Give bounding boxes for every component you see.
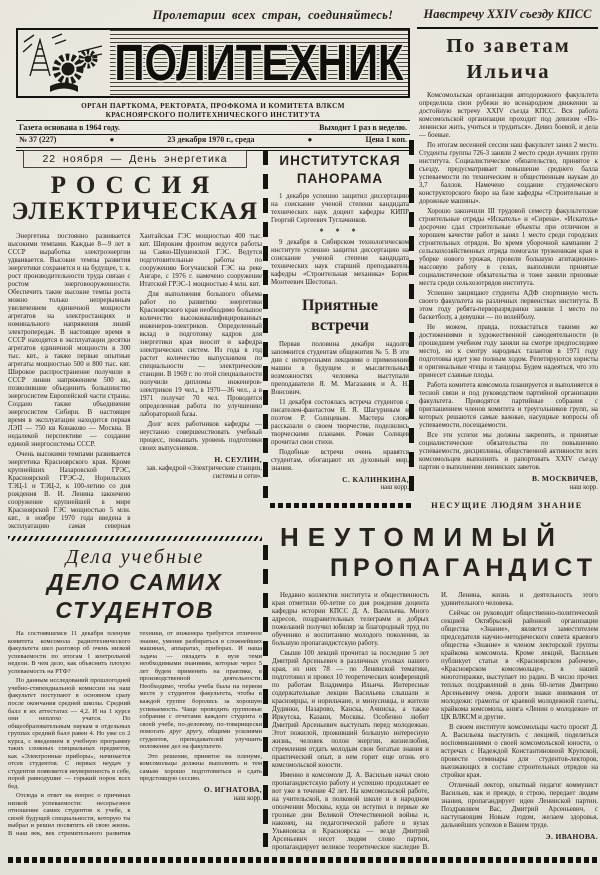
paragraph: Подобные встречи очень нравятся студентам, обогащают их духовный мир, знания.	[271, 448, 409, 472]
article-paragraphs	[271, 341, 409, 473]
article-headline-line2: ЭЛЕКТРИЧЕСКАЯ	[11, 198, 259, 225]
separator-dot: ●	[109, 135, 115, 144]
vstrechi-headline	[271, 296, 409, 336]
paragraph: Хорошо закончили III трудовой семестр факультетские строительные отряды «Искатель» и «Сирена». «Искатель» досрочно сдал строительные объекты при отличном и хорошем качестве работ и занял 1 место среди городских строительных отрядов. Во время уборочной кампании 2 сельскохозяйственных отряда помогали труженикам края в уборке нового урожая, провели большую агитационно-массовую работу в селах, выполнили принятые социалистические обязательства и тоже заняли призовые места среди сельхозотрядов института.	[419, 208, 598, 288]
separator-dot: ●	[307, 135, 313, 144]
panorama-headline-line2: ПАНОРАМА	[296, 171, 384, 187]
article-headline-line1: РОССИЯ	[50, 172, 220, 199]
paragraph: Отсюда и ответ на вопрос о причинах низкой успеваемости: несерьезное отношение самих студентов к учебе, к своей будущей специальности, которую ты выбрал и решил посвятить ей свою жизнь. В наш век, век стремительного развития техники, от инженера требуется отличное знание, умение разбираться в сложнейших машинах, аппаратах, приборах. И наша задача — овладеть в вузе теми необходимыми знаниями, которые через 5 лет будем применять на практике, в производственной деятельности. Необходимо, чтобы учеба была на первом месте у студентов факультета, чтобы в каждой группе боролись за хорошую успеваемость. Чаще проводить групповые собрания с отчетами каждого студента о своей учебе, по-деловому, по-товарищески помогать друг другу, общими усилиями студентов, преподавателей улучшить положение дел на факультете.	[8, 630, 262, 837]
masthead-logo	[18, 30, 110, 96]
paragraph: Для выполнения большого объема работ по развитию энергетики Красноярского края необходимо большое количество высококвалифицированных инженеров-электриков. Определенный вклад в подготовку кадров для энергетики края вносит и кафедра электрических систем. Из года в год растет количество выпускников по специальности — электрические станции. В 1969 г. по этой специальности получили дипломы инженеров-электриков 19 чел., в 1970—36 чел., а в 1971 получат 70 чел. Проводится определенная работа по улучшению лабораторной базы.	[139, 291, 262, 418]
issue-date: 23 декабря 1970 г., среда	[167, 135, 255, 144]
author-name: О. ИГНАТОВА,	[203, 784, 262, 794]
author-role: наш корр.	[233, 794, 262, 802]
author-name: Э. ИВАНОВА.	[545, 832, 598, 841]
delo-headline-line1: ДЕЛО САМИХ	[46, 569, 223, 595]
paragraph: Не можем, правда, похвастаться такими же достижениями в художественной самодеятельности (в прошедшем учебном году заняли на смотре предпоследнее место), но к смотру народных талантов в 1971 году подготовка идет уже полным ходом. Репетируются хористы и оригинальные чтецы и танцоры. Будем надеяться, что это принесет славные плоды.	[419, 324, 598, 380]
zavetam-headline	[419, 34, 598, 85]
article-signature	[441, 833, 598, 842]
article-rossiya-elektricheskaya	[8, 150, 262, 533]
issue-price: Цена 1 коп.	[365, 135, 407, 144]
paragraph: 1 декабря успешно защитил диссертацию на соискание ученой степени кандидата технических наук доцент кафедры КИПР Георгий Сергеевич Туглачников.	[271, 193, 409, 225]
column-divider	[263, 150, 268, 498]
propagandist-headline-line2: ПРОПАГАНДИСТ	[330, 554, 597, 582]
wavy-separator	[8, 536, 262, 541]
paragraph: Недавно коллектив института и общественность края отметили 60-летие со дня рождения доцента кафедры истории КПСС Д. А. Васильева. Много адресов, поздравительных телеграмм и добрых пожеланий получил юбиляр за благородный труд по обучению и воспитанию молодого поколения, за большую пропагандистскую работу.	[272, 592, 429, 647]
paragraph: Энергетика постоянно развивается высокими темпами. Каждые 8—9 лет в СССР выработка электроэнергии удваивается. Высокие темпы развития энергетики сохранятся и на будущее, т. к. рост производительности труда связан с ростом энерговооруженности. Обеспечить такие высокие темпы роста можно только непрерывным увеличением единичной мощности агрегатов на электростанциях и номинального напряжения линий электропередач. В настоящее время в СССР находятся в эксплуатации десятки агрегатов единичной мощности в 300 тыс. квт., а также первые опытные агрегаты мощностью 500 и 800 тыс. квт. Широкое распространение получили в СССР линии напряжением 500 кв., позволившие объединить большинство энергосистем Европейской части страны. Создано также объединение энергосистем Сибири. В настоящее время в эксплуатации находится первая ЛЭП — 750 кв Конаково — Москва. В недалекой перспективе — создание единой энергосистемы СССР.	[8, 233, 131, 448]
congress-banner: Навстречу XXIV съезду КПСС	[417, 4, 598, 29]
panorama-body	[271, 193, 409, 286]
column-divider	[263, 545, 268, 847]
paragraph: Очень высокими темпами развивается энергетика Красноярского края. Кроме крупнейших Назаровской ГРЭС, Красноярской ГРЭС-2, Норильских ТЭЦ-1 и ТЭЦ-2, к 100-летию со дня рождения В. И. Ленина закончено сооружение крупнейшей в мире Красноярской ГЭС мощностью 5 млн. квт., в ноябре 1970 года введена в эксплуатацию самая северная Хантайская ГЭС мощностью 400 тыс. квт. Широким фронтом ведутся работы на Саяно-Шушенской ГЭС. Ведутся подготовительные работы по сооружению Богучанской ГЭС на реке Ангаре, с 1976 г. намечено сооружение Итатской ГРЭС-1 мощностью 4 млн. квт.	[8, 233, 262, 530]
author-role: зав. кафедрой «Электрические станции, системы и сети».	[146, 464, 262, 480]
article-paragraphs	[8, 630, 262, 838]
paragraph: В своем институте комсомольцы часто просят Д. А. Васильева выступить с лекцией, поделиться воспоминаниями о своей комсомольской юности, о встречах с Надеждой Константиновной Крупской, провести семинары для студентов-лекторов, выезжающих в составе строительных отрядов на стройки края.	[441, 724, 598, 779]
paragraph: Комсомольская организация автодорожного факультета определила свои рубежи во всенародном движении за достойную встречу XXIV съезда КПСС. Вся работа комсомольской организации проходит под девизом «По-ленински жить, учиться и трудиться». Девиз боевой, и дела — боевые.	[419, 92, 598, 140]
article-body	[8, 233, 262, 533]
industry-emblem-icon	[22, 32, 106, 94]
delo-body	[8, 630, 262, 838]
paragraph: Свыше 100 лекций прочитал за последние 5 лет Дмитрий Арсеньевич в различных уголках нашего края, из них 78 — по Ленинской тематике, подготовил и провел 10 теоретических конференций по работам Владимира Ильича. Интересные содержательные лекции Васильева слышали и красноярцы, и норильчане, и минусинцы, и жители Дудинки, Назарово, Канска, Ачинска, а также Иркутска, Казани, Москвы. Особенно любит Дмитрий Арсеньевич выступать перед молодежью. Этот пожилой, проживший большую интересную жизнь, человек полон энергии, жизнелюбия, стремления отдать молодым свои богатые знания и практический опыт, в нем горит еще огонь его комсомольской юности.	[272, 650, 429, 769]
author-name: С. КАЛИНКИНА,	[342, 474, 409, 484]
paragraph: Именно в комсомоле Д. А. Васильев начал свою пропагандистскую работу и успешно продолжает ее вот уже в течение 42 лет. На комсомольской работе, на учительской, в полковой школе и в народном ополчении Москвы, куда он вступил в первые же грозные дни Великой Отечественной войны и, наконец, на педагогической работе в вузах Ульяновска и Красноярска — везде Дмитрий Арсеньевич несет людям слово партии, пропагандирует великое теоретическое наследие В. И. Ленина, жизнь и деятельность этого удивительного человека.	[272, 592, 598, 851]
paragraph: Успешно защищают студенты АДФ спортивную честь своего факультета на различных первенствах института. В этом году ребята-перворазрядники заняли 1 место по баскетболу, а девушки — по волейболу.	[419, 290, 598, 322]
article-delo-samikh-studentov	[8, 536, 262, 838]
paragraph: Сейчас он руководит общественно-политической секцией Октябрьской районной организации общества «Знание», является заместителем председателя научно-методического совета краевого общества «Знание» и членом лекторской группы крайкома комсомола. Кроме лекций, Васильев публикует статьи в «Красноярском рабочем», «Красноярском комсомольце», в нашей многотиражке, выступает по радио. В число прочих теплых поздравлений в день 60-летия Дмитрию Арсеньевичу очень дороги знаки внимания от молодежи: грамоты от краевой молодежной газеты, крайкома комсомола, книга «Ленин о молодежи» от ЦК ВЛКСМ и другие.	[441, 610, 598, 721]
paragraph: 11 декабря состоялась встреча студентов с писателем-фантастом Н. Я. Шагуриным и поэтом Р. Солнцевым. Мастера слова рассказали о своем творчестве, поделились творческими планами. Роман Солнцев прочитал свои стихи.	[271, 398, 409, 446]
author-name: В. МОСКВИЧЕВ,	[531, 474, 598, 484]
article-paragraphs	[419, 92, 598, 472]
zavetam-body	[419, 92, 598, 492]
panorama-headline-line1: ИНСТИТУТСКАЯ	[279, 153, 401, 168]
vstrechi-body	[271, 341, 409, 493]
zavetam-headline-line2: Ильича	[466, 60, 551, 83]
vstrechi-headline-line2: встречи	[311, 316, 369, 334]
paragraph: 9 декабря в Сибирском технологическом институте успешно защитил диссертацию на соискание ученой степени кандидата технических наук старший преподаватель кафедры «Строительная механика» Борис Монтеевич Шестопал.	[271, 238, 409, 286]
article-signature	[419, 475, 598, 492]
author-role: наш корр.	[380, 484, 409, 492]
proletarians-slogan: Пролетарии всех стран, соединяйтесь!	[152, 8, 394, 22]
organ-line	[16, 102, 410, 120]
delo-kicker: Дела учебные	[65, 546, 205, 568]
propagandist-body	[272, 592, 598, 852]
founded-note: Газета основана в 1964 году.	[19, 123, 120, 132]
delo-headline	[8, 569, 262, 624]
article-kicker: 22 ноября — День энергетика	[23, 150, 247, 168]
organ-line-2: КРАСНОЯРСКОГО ПОЛИТЕХНИЧЕСКОГО ИНСТИТУТА	[105, 111, 321, 119]
paragraph: По данным исследований прошлогодней учебно-стипендиальной комиссии на наш факультет поступают в основном сразу после окончания средней школы. Средний балл в их аттестатах — 4,2. И на 1 курсе они неплохо учатся. По общеобразовательным наукам в отдельных группах средний балл равен 4. Но уже со 2 курса, с введением в учебную программу таких сложных специальных предметов, как «Электронные приборы», начинается отсев студентов. С первых неудач у студентов появляется неуверенность в себе, порой равнодушие — горький порок всех бед.	[8, 677, 131, 790]
paragraph: На состоявшемся 11 декабря пленуме комитета комсомола радиотехнического факультета шел разговор об очень низкой успеваемости по итогам I контрольной недели. В чем дело, как объяснить плохую успеваемость на РТФ?	[8, 630, 131, 675]
masthead	[16, 28, 410, 98]
newspaper-title: ПОЛИТЕХНИК	[114, 33, 404, 92]
column-institute-panorama	[271, 152, 409, 492]
article-paragraphs	[8, 233, 262, 533]
paragraph: Первая половина декабря надолго запомнится студентам общежития № 5. В эти дни с интересными лекциями о применении машин в будущем и мыслительных возможностях человека выступали преподаватели Я. М. Магазаник и А. Н. Вонсович.	[271, 340, 409, 396]
paragraph: Все эти успехи мы должны закрепить, и принятые социалистические обязательства по повышению успеваемости, дисциплины, общественной активности всех комсомольцев выполнить и рапортовать XXIV съезду партии о выполнении ленинских заветов.	[419, 432, 598, 472]
paragraph: Отличный лектор, опытный педагог коммунист Васильев, как и прежде, в строю, передает людям знания, пропагандирует идеи Ленинской партии. Поздравляем Вас, Дмитрий Арсеньевич, с наступающим Новым годом, желаем здоровья, дальнейших успехов в Вашем труде.	[441, 782, 598, 829]
paragraph: По итогам весенней сессии наш факультет занял 2 место. Студенты группы 726-3 заняли 2 место среди лучших групп института. Социалистическое обязательство, принятое к съезду, предусматривает повышение среднего балла успеваемости по техническим и общественным наукам до 3,7 баллов. Намечено создание студенческого конструкторского бюро на базе кафедры «Строительные и дорожные машины».	[419, 142, 598, 206]
zavetam-headline-line1: По заветам	[446, 35, 571, 57]
column-divider	[409, 140, 414, 498]
author-name: Н. СЕУЛИН,	[214, 455, 262, 464]
propagandist-kicker: НЕСУЩИЕ ЛЮДЯМ ЗНАНИЕ	[431, 500, 583, 510]
paragraph: Это решение, принятое на пленуме, комсомольцы должны выполнить и тем самым хорошо подготовиться и сдать предстоящую сессию.	[139, 752, 262, 783]
delo-headline-line2: СТУДЕНТОВ	[55, 596, 215, 623]
article-signature	[271, 476, 409, 493]
paragraph: Долг всех работников кафедры — неустанно совершенствовать учебный процесс, повышать уровень подготовки своих выпускников.	[139, 421, 262, 452]
article-signature	[140, 456, 263, 480]
organ-line-1: ОРГАН ПАРТКОМА, РЕКТОРАТА, ПРОФКОМА И КОМИТЕТА ВЛКСМ	[81, 102, 345, 110]
bottom-dashed-rule	[8, 857, 598, 863]
stars-separator: * * *	[319, 227, 361, 237]
author-role: наш корр.	[569, 483, 598, 491]
paragraph: Работа комитета комсомола планируется и выполняется в тесной связи и под руководством партийной организации факультета. Проводятся партийные собрания с приглашением членов комитета и треугольников групп, на которых решаются самые важные, насущные вопросы об успеваемости, посещаемости.	[419, 382, 598, 430]
vstrechi-headline-line1: Приятные	[302, 296, 378, 314]
dashed-rule	[270, 503, 412, 508]
article-signature	[140, 786, 263, 803]
masthead-title-band	[110, 30, 408, 96]
panorama-headline	[271, 152, 409, 188]
frequency-note: Выходит 1 раз в неделю.	[319, 123, 407, 132]
article-paragraphs	[272, 592, 598, 852]
article-po-zavetam-ilicha	[419, 34, 598, 492]
propagandist-headline-line1: НЕУТОМИМЫЙ	[280, 522, 564, 552]
issue-number: № 37 (227)	[19, 135, 57, 144]
issue-row	[16, 133, 410, 151]
